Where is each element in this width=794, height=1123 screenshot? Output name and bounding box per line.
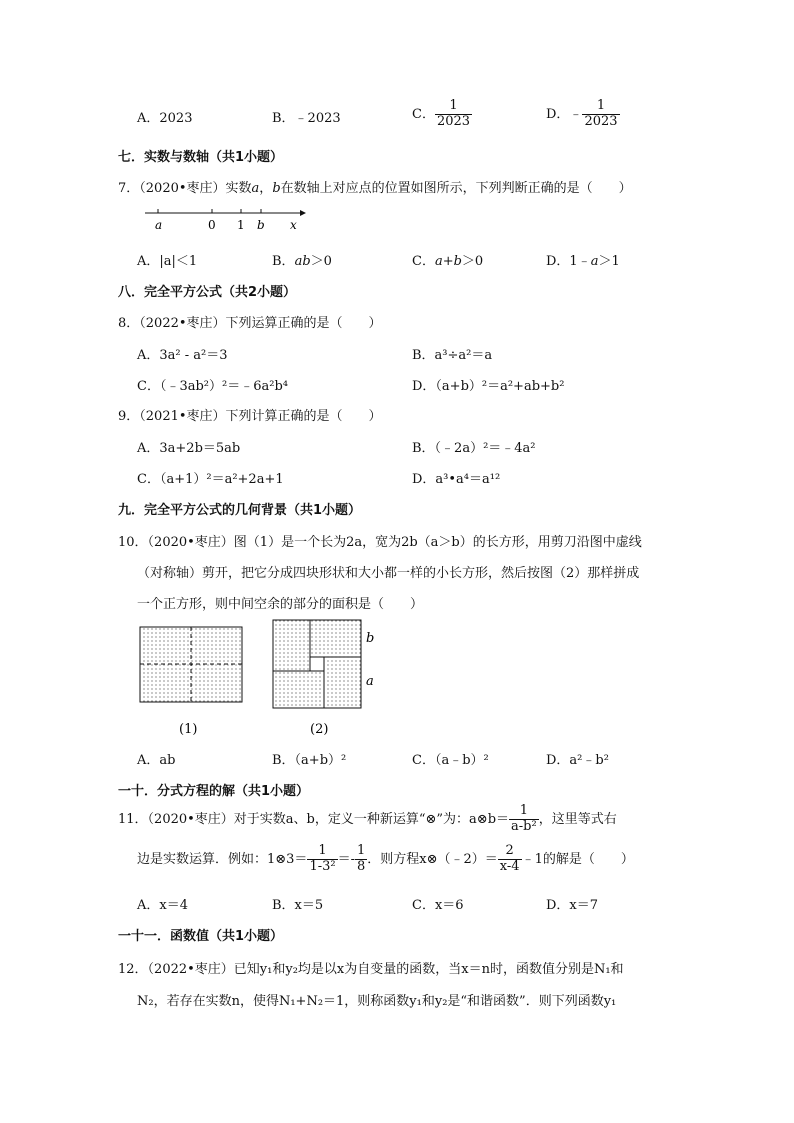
q7-var-b: b: [272, 181, 281, 196]
expr: a: [590, 254, 599, 269]
axis-label-1: 1: [237, 218, 245, 232]
axis-label-b: b: [257, 218, 265, 232]
q6-option-c-fraction: [435, 99, 472, 130]
section-8-title: 八．完全平方公式（共2小题）: [118, 285, 297, 300]
expr: ab: [294, 254, 311, 269]
q11-line-1-post: ，这里等式右: [538, 811, 617, 827]
arrow-icon: [300, 210, 306, 216]
q10-option-d: D．a²﹣b²: [546, 753, 609, 768]
q7-option-d: [546, 250, 620, 269]
q11-line-2-post: ﹣1的解是（ ）: [521, 851, 634, 867]
q11-line-1: [118, 804, 617, 835]
q6-option-a: A．2023: [137, 111, 193, 126]
q9-stem: 9．（2021•枣庄）下列计算正确的是（ ）: [118, 409, 382, 424]
section-10-title: 一十．分式方程的解（共1小题）: [118, 784, 310, 799]
q7-option-b: [272, 250, 332, 269]
figure-1-caption: (1): [179, 722, 198, 737]
q9-option-d: D．a³•a⁴＝a¹²: [412, 472, 501, 487]
q6-option-d: [546, 99, 620, 130]
numerator: 1: [357, 843, 366, 858]
section-9-title: 九．完全平方公式的几何背景（共1小题）: [118, 503, 362, 518]
q6-option-c: [412, 99, 472, 130]
q10-option-b: B．（a+b）²: [272, 753, 347, 768]
label: D．1﹣: [546, 254, 591, 269]
q6-option-d-label: D．﹣: [546, 106, 583, 122]
q10-line-1: 10．（2020•枣庄）图（1）是一个长为2a，宽为2b（a＞b）的长方形，用剪刀沿图中虚线: [118, 535, 642, 550]
denominator: 1-3²: [309, 858, 336, 874]
figure-2-center-hole: [310, 657, 324, 671]
rest: ＞1: [598, 254, 620, 269]
q7-prefix: 7．（2020•枣庄）实数: [118, 181, 252, 196]
q10-option-c: C．（a﹣b）²: [412, 753, 489, 768]
rest: ＞0: [310, 254, 332, 269]
figure-2-label-b: b: [366, 631, 375, 646]
q6-option-d-fraction: [582, 99, 619, 130]
figure-2-caption: (2): [310, 722, 329, 737]
q7-suffix: 在数轴上对应点的位置如图所示，下列判断正确的是（ ）: [280, 181, 632, 196]
q10-line-3: 一个正方形，则中间空余的部分的面积是（ ）: [137, 597, 424, 612]
q11-example-equals: ＝-: [337, 851, 355, 867]
q11-line-2-mid: ．则方程x⊗（﹣2）＝: [367, 851, 498, 867]
q11-option-b: B．x＝5: [272, 898, 324, 913]
section-11-title: 一十一．函数值（共1小题）: [118, 929, 284, 944]
label: C．: [412, 254, 435, 269]
q8-option-d: D．（a+b）²＝a²+ab+b²: [412, 379, 565, 394]
q11-option-a: A．x＝4: [137, 898, 188, 913]
axis-label-x: x: [290, 218, 297, 232]
q11-line-2: [137, 844, 634, 875]
q7-option-a: A．|a|＜1: [137, 254, 198, 269]
q7-stem: [118, 177, 632, 196]
q9-option-c: C．（a+1）²＝a²+2a+1: [137, 472, 284, 487]
axis-label-0: 0: [208, 218, 216, 232]
label: B．: [272, 254, 295, 269]
denominator: 2023: [436, 113, 471, 129]
q8-option-a: A．3a² - a²＝3: [137, 348, 228, 363]
q6-option-c-label: C．: [412, 106, 435, 122]
rectangle-figures: [130, 615, 390, 740]
q8-option-b: B．a³÷a²＝a: [412, 348, 493, 363]
numerator: 1: [307, 844, 337, 860]
denominator: 2023: [584, 113, 618, 129]
numerator: 2: [498, 844, 522, 860]
q8-stem: 8．（2022•枣庄）下列运算正确的是（ ）: [118, 316, 382, 331]
q11-example-fraction: [307, 844, 337, 875]
denominator: x-4: [499, 858, 520, 874]
q11-equation-fraction: [498, 844, 522, 875]
q7-var-a: a: [251, 181, 260, 196]
denominator: a-b²: [511, 818, 537, 834]
number-line-figure: [140, 205, 310, 235]
q12-line-1: 12．（2022•枣庄）已知y₁和y₂均是以x为自变量的函数，当x＝n时，函数值分别是N₁和: [118, 962, 624, 977]
q11-line-2-pre: 边是实数运算．例如：1⊗3＝: [137, 851, 308, 867]
q7-option-c: [412, 250, 483, 269]
q11-option-d: D．x＝7: [546, 898, 599, 913]
q11-definition-fraction: [509, 804, 539, 835]
q10-option-a: A．ab: [137, 753, 176, 768]
q11-example-result: [355, 844, 367, 875]
rest: ＞0: [461, 254, 484, 269]
q9-option-a: A．3a+2b＝5ab: [137, 441, 241, 456]
q8-option-c: C．（﹣3ab²）²＝﹣6a²b⁴: [137, 379, 288, 394]
q9-option-b: B．（﹣2a）²＝﹣4a²: [412, 441, 536, 456]
numerator: 1: [509, 804, 539, 820]
figure-2-label-a: a: [366, 674, 374, 689]
numerator: 1: [582, 99, 619, 115]
axis-label-a: a: [155, 218, 163, 232]
q10-line-2: （对称轴）剪开，把它分成四块形状和大小都一样的小长方形，然后按图（2）那样拼成: [137, 566, 640, 581]
q6-option-b: B．﹣2023: [272, 111, 341, 126]
q11-option-c: C．x＝6: [412, 898, 464, 913]
numerator: 1: [435, 99, 472, 115]
q12-line-2: N₂，若存在实数n，使得N₁+N₂＝1，则称函数y₁和y₂是“和谐函数”．则下列函数y₁: [137, 994, 617, 1009]
q11-line-1-pre: 11．（2020•枣庄）对于实数a、b，定义一种新运算“⊗”为：a⊗b＝: [118, 811, 510, 827]
expr: a+b: [434, 254, 462, 269]
q7-sep: ，: [259, 181, 273, 196]
section-7-title: 七．实数与数轴（共1小题）: [118, 150, 284, 165]
denominator: 8: [357, 858, 366, 874]
